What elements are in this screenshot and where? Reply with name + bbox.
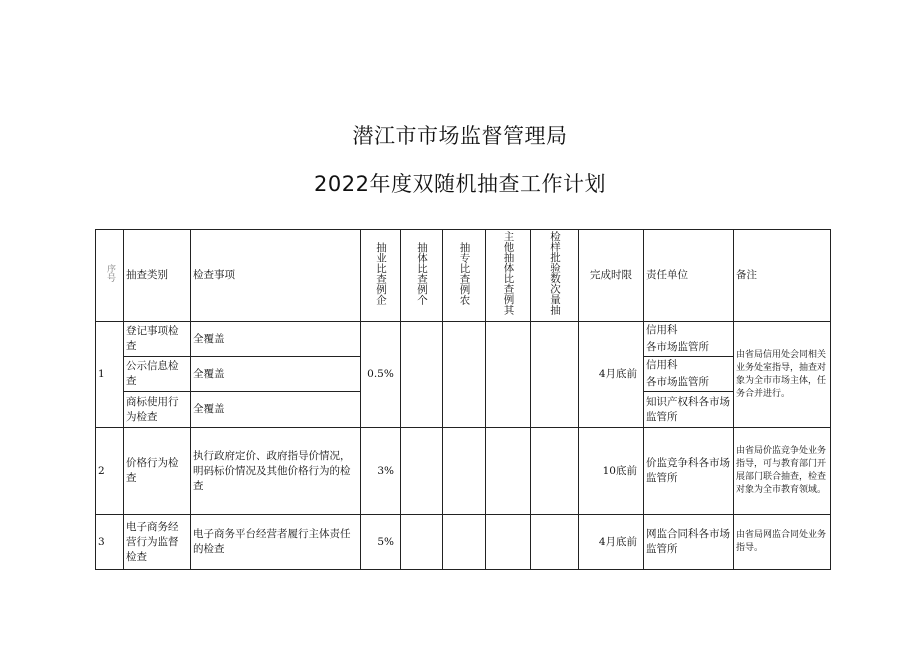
row3-note: 由省局网监合同处业务指导。 <box>734 515 831 570</box>
page-title: 潜江市市场监督管理局 <box>352 124 568 148</box>
header-sample-batches: 检样批验数次量抽 <box>531 230 579 322</box>
group1-note: 由省局信用处会同相关业务处室指导，抽查对象为全市市场主体，任务合并进行。 <box>734 322 831 428</box>
row3-item: 电子商务平台经营者履行主体责任的检查 <box>191 515 361 570</box>
row2-unit: 价监竞争科各市场监管所 <box>644 428 734 515</box>
row2-category: 价格行为检查 <box>124 428 191 515</box>
header-item: 检查事项 <box>191 230 361 322</box>
header-index: 序号 <box>96 230 124 322</box>
group1-row3-item: 全覆盖 <box>191 392 361 428</box>
row2-ratio: 3% <box>361 428 401 515</box>
table-row <box>96 428 831 515</box>
group1-deadline: 4月底前 <box>579 322 644 428</box>
page-subtitle: 2022年度双随机抽查工作计划 <box>314 172 606 196</box>
row3-index: 3 <box>96 515 124 570</box>
row2-item: 执行政府定价、政府指导价情况，明码标价情况及其他价格行为的检查 <box>191 428 361 515</box>
row3-ratio: 5% <box>361 515 401 570</box>
group1-row3-category: 商标使用行为检查 <box>124 392 191 428</box>
header-ratio-individual: 抽体比查例个 <box>401 230 443 322</box>
row2-deadline: 10底前 <box>579 428 644 515</box>
group1-row2-item: 全覆盖 <box>191 357 361 392</box>
header-ratio-coop: 抽专比查例农 <box>443 230 486 322</box>
group1-row1-category: 登记事项检查 <box>124 322 191 357</box>
group1-row1-unit: 信用科 各市场监管所 <box>644 322 734 357</box>
header-ratio-enterprise: 抽业比查例企 <box>361 230 401 322</box>
group1-row2-category: 公示信息检查 <box>124 357 191 392</box>
table-row <box>96 322 831 357</box>
group1-ratio: 0.5% <box>361 322 401 428</box>
header-row <box>96 230 831 322</box>
group1-row1-item: 全覆盖 <box>191 322 361 357</box>
row3-deadline: 4月底前 <box>579 515 644 570</box>
header-unit: 责任单位 <box>644 230 734 322</box>
header-category: 抽查类别 <box>124 230 191 322</box>
table-row <box>96 515 831 570</box>
group1-row2-unit: 信用科 各市场监管所 <box>644 357 734 392</box>
header-ratio-other: 主他抽体比查例其 <box>486 230 531 322</box>
group1-index: 1 <box>96 322 124 428</box>
header-deadline: 完成时限 <box>579 230 644 322</box>
row2-index: 2 <box>96 428 124 515</box>
plan-table <box>95 229 831 570</box>
group1-row3-unit: 知识产权科各市场监管所 <box>644 392 734 428</box>
row3-unit: 网监合同科各市场监管所 <box>644 515 734 570</box>
header-note: 备注 <box>734 230 831 322</box>
row3-category: 电子商务经营行为监督检查 <box>124 515 191 570</box>
row2-note: 由省局价监竞争处业务指导，可与教育部门开展部门联合抽查，检查对象为全市教育领域。 <box>734 428 831 515</box>
